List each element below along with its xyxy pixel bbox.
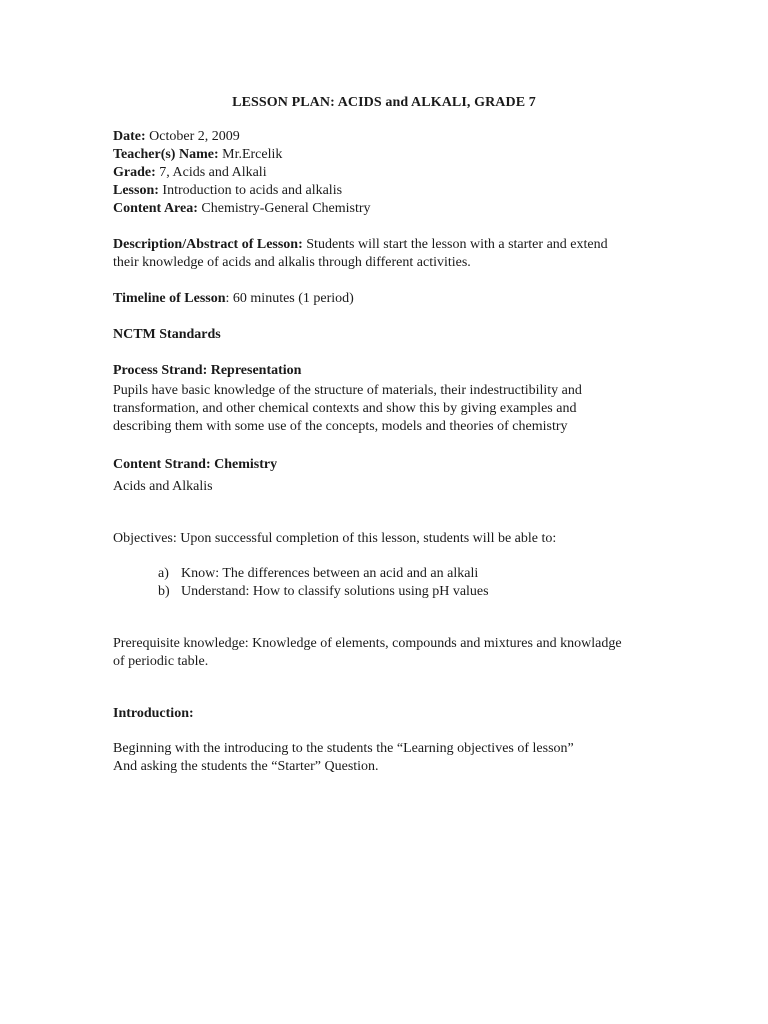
timeline-label: Timeline of Lesson — [113, 291, 226, 306]
document-title: LESSON PLAN: ACIDS and ALKALI, GRADE 7 — [232, 95, 536, 110]
meta-content-area-value: Chemistry-General Chemistry — [197, 201, 371, 216]
meta-lesson-value: Introduction to acids and alkalis — [158, 183, 343, 198]
meta-date-value: October 2, 2009 — [145, 129, 240, 144]
meta-date-label: Date: — [113, 129, 146, 144]
meta-date — [113, 128, 240, 146]
description-line-2: their knowledge of acids and alkalis through different activities. — [113, 255, 471, 270]
process-strand-heading: Process Strand: Representation — [113, 363, 302, 378]
meta-teacher — [113, 146, 282, 164]
introduction-line-2: And asking the students the “Starter” Question. — [113, 759, 379, 774]
content-strand-heading: Content Strand: Chemistry — [113, 457, 278, 472]
process-strand-line-2: transformation, and other chemical contexts and show this by giving examples and — [113, 401, 577, 416]
objective-marker-a: a) — [158, 566, 169, 581]
objective-item-b — [158, 583, 489, 601]
standards-heading: NCTM Standards — [113, 327, 221, 342]
process-strand-line-1: Pupils have basic knowledge of the structure of materials, their indestructibility and — [113, 383, 582, 398]
meta-grade-label: Grade: — [113, 165, 156, 180]
objective-text-a: Know: The differences between an acid and an alkali — [181, 566, 479, 581]
introduction-heading: Introduction: — [113, 706, 194, 721]
meta-lesson — [113, 182, 342, 200]
content-strand-text: Acids and Alkalis — [113, 479, 213, 494]
meta-teacher-label: Teacher(s) Name: — [113, 147, 219, 162]
meta-grade — [113, 164, 267, 182]
timeline-value: : 60 minutes (1 period) — [225, 291, 354, 306]
meta-lesson-label: Lesson: — [113, 183, 159, 198]
meta-content-area-label: Content Area: — [113, 201, 198, 216]
description-label: Description/Abstract of Lesson: — [113, 237, 303, 252]
introduction-line-1: Beginning with the introducing to the students the “Learning objectives of lesson” — [113, 741, 574, 756]
objectives-intro: Objectives: Upon successful completion of this lesson, students will be able to: — [113, 531, 557, 546]
objective-item-a — [158, 565, 478, 583]
meta-grade-value: 7, Acids and Alkali — [155, 165, 267, 180]
objective-text-b: Understand: How to classify solutions using pH values — [181, 584, 489, 599]
description-line-1 — [113, 236, 608, 254]
meta-content-area — [113, 200, 371, 218]
prerequisite-line-1: Prerequisite knowledge: Knowledge of elements, compounds and mixtures and knowladge — [113, 636, 622, 651]
timeline — [113, 290, 354, 308]
process-strand-line-3: describing them with some use of the concepts, models and theories of chemistry — [113, 419, 568, 434]
meta-teacher-value: Mr.Ercelik — [218, 147, 283, 162]
prerequisite-line-2: of periodic table. — [113, 654, 209, 669]
objective-marker-b: b) — [158, 584, 170, 599]
description-text-1: Students will start the lesson with a starter and extend — [302, 237, 608, 252]
